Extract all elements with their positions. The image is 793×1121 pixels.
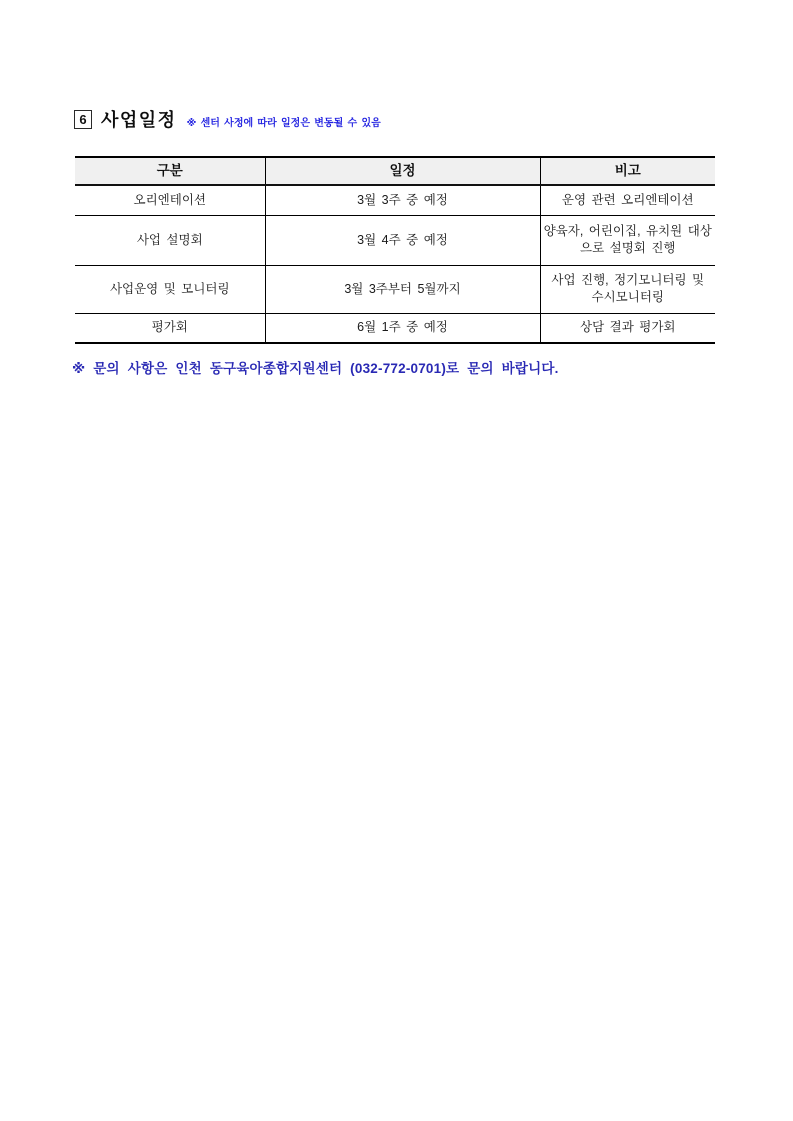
table-row bbox=[75, 313, 715, 343]
table-row bbox=[75, 265, 715, 313]
column-header-schedule: 일정 bbox=[265, 157, 540, 185]
section-number-box bbox=[74, 110, 92, 129]
table-row bbox=[75, 185, 715, 215]
table-cell: 오리엔테이션 bbox=[133, 192, 206, 207]
table-cell: 6월 1주 중 예정 bbox=[265, 313, 540, 343]
table-cell: 3월 3주 중 예정 bbox=[265, 185, 540, 215]
table-cell: 사업 진행, 정기모니터링 및 수시모니터링 bbox=[540, 265, 715, 313]
section-title-row bbox=[74, 106, 381, 132]
footer-contact-note: ※ 문의 사항은 인천 동구육아종합지원센터 (032-772-0701)로 문의 바랍니다. bbox=[72, 361, 559, 376]
table-cell: 3월 4주 중 예정 bbox=[265, 215, 540, 265]
table-cell: 운영 관련 오리엔테이션 bbox=[540, 185, 715, 215]
column-header-remarks: 비고 bbox=[540, 157, 715, 185]
table-row bbox=[75, 215, 715, 265]
section-title-note: ※ 센터 사정에 따라 일정은 변동될 수 있음 bbox=[186, 117, 381, 129]
section-number: 6 bbox=[79, 112, 87, 127]
table-cell: 상담 결과 평가회 bbox=[540, 313, 715, 343]
table-header-row bbox=[75, 157, 715, 185]
table-cell: 평가회 bbox=[151, 320, 188, 335]
table-cell: 양육자, 어린이집, 유치원 대상으로 설명회 진행 bbox=[540, 215, 715, 265]
column-header-category: 구분 bbox=[156, 162, 183, 178]
table-cell: 3월 3주부터 5월까지 bbox=[265, 265, 540, 313]
table-cell: 사업 설명회 bbox=[136, 232, 203, 247]
table-cell: 사업운영 및 모니터링 bbox=[109, 281, 230, 296]
section-title: 사업일정 bbox=[101, 110, 177, 130]
schedule-table bbox=[75, 156, 715, 344]
